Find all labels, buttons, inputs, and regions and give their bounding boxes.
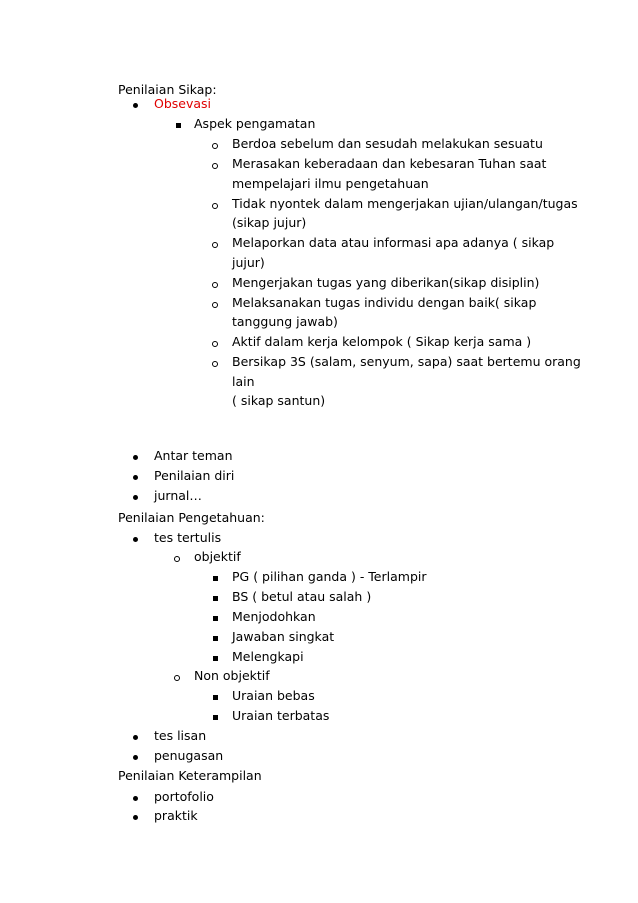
bullet-square-icon xyxy=(213,715,218,720)
list-item-penugasan: penugasan xyxy=(154,748,224,763)
objektif-item: BS ( betul atau salah ) xyxy=(232,589,372,604)
bullet-circle-icon xyxy=(212,302,218,308)
aspek-item: Melaporkan data atau informasi apa adanya ( sikap xyxy=(232,235,555,250)
objektif-item: Melengkapi xyxy=(232,649,304,664)
bullet-circle-icon xyxy=(212,361,218,367)
aspek-item: Mengerjakan tugas yang diberikan(sikap disiplin) xyxy=(232,275,540,290)
list-item-obsevasi: Obsevasi xyxy=(154,96,212,111)
objektif-item: Menjodohkan xyxy=(232,609,316,624)
list-item-tes-tertulis: tes tertulis xyxy=(154,530,222,545)
bullet-circle-icon xyxy=(212,143,218,149)
aspek-item: Bersikap 3S (salam, senyum, sapa) saat bertemu orang xyxy=(232,354,581,369)
aspek-item: Berdoa sebelum dan sesudah melakukan sesuatu xyxy=(232,136,543,151)
bullet-disc-icon xyxy=(133,537,138,542)
bullet-disc-icon xyxy=(133,495,138,500)
bullet-circle-icon xyxy=(212,203,218,209)
objektif-item: PG ( pilihan ganda ) - Terlampir xyxy=(232,569,427,584)
bullet-circle-icon xyxy=(174,556,180,562)
non-objektif-item: Uraian bebas xyxy=(232,688,315,703)
bullet-square-icon xyxy=(213,616,218,621)
bullet-disc-icon xyxy=(133,455,138,460)
bullet-disc-icon xyxy=(133,475,138,480)
aspek-item-cont: ( sikap santun) xyxy=(232,393,326,408)
bullet-circle-icon xyxy=(212,163,218,169)
list-item: praktik xyxy=(154,808,198,823)
aspek-item-cont: (sikap jujur) xyxy=(232,215,307,230)
aspek-item: Tidak nyontek dalam mengerjakan ujian/ulangan/tugas xyxy=(232,196,578,211)
list-item-non-objektif: Non objektif xyxy=(194,668,270,683)
bullet-circle-icon xyxy=(174,675,180,681)
objektif-item: Jawaban singkat xyxy=(232,629,335,644)
aspek-item-cont: lain xyxy=(232,374,255,389)
list-item: portofolio xyxy=(154,789,214,804)
bullet-circle-icon xyxy=(212,341,218,347)
bullet-disc-icon xyxy=(133,735,138,740)
section-heading-pengetahuan: Penilaian Pengetahuan: xyxy=(118,510,265,525)
section-heading-keterampilan: Penilaian Keterampilan xyxy=(118,768,262,783)
bullet-square-icon xyxy=(213,656,218,661)
bullet-square-icon xyxy=(213,596,218,601)
aspek-item: Aktif dalam kerja kelompok ( Sikap kerja sama ) xyxy=(232,334,532,349)
bullet-square-icon xyxy=(213,695,218,700)
bullet-square-icon xyxy=(213,576,218,581)
list-item-objektif: objektif xyxy=(194,549,241,564)
list-item-tes-lisan: tes lisan xyxy=(154,728,207,743)
aspek-item: Merasakan keberadaan dan kebesaran Tuhan saat xyxy=(232,156,547,171)
list-item: Penilaian diri xyxy=(154,468,235,483)
aspek-item-cont: tanggung jawab) xyxy=(232,314,338,329)
section-heading-sikap: Penilaian Sikap: xyxy=(118,82,217,97)
bullet-square-icon xyxy=(176,123,181,128)
bullet-disc-icon xyxy=(133,796,138,801)
aspek-item: Melaksanakan tugas individu dengan baik( sikap xyxy=(232,295,537,310)
list-item: jurnal… xyxy=(154,488,202,503)
bullet-square-icon xyxy=(213,636,218,641)
bullet-disc-icon xyxy=(133,755,138,760)
list-item-aspek: Aspek pengamatan xyxy=(194,116,316,131)
bullet-circle-icon xyxy=(212,242,218,248)
bullet-disc-icon xyxy=(133,103,138,108)
non-objektif-item: Uraian terbatas xyxy=(232,708,330,723)
bullet-circle-icon xyxy=(212,282,218,288)
list-item: Antar teman xyxy=(154,448,233,463)
aspek-item-cont: jujur) xyxy=(232,255,265,270)
bullet-disc-icon xyxy=(133,815,138,820)
aspek-item-cont: mempelajari ilmu pengetahuan xyxy=(232,176,429,191)
